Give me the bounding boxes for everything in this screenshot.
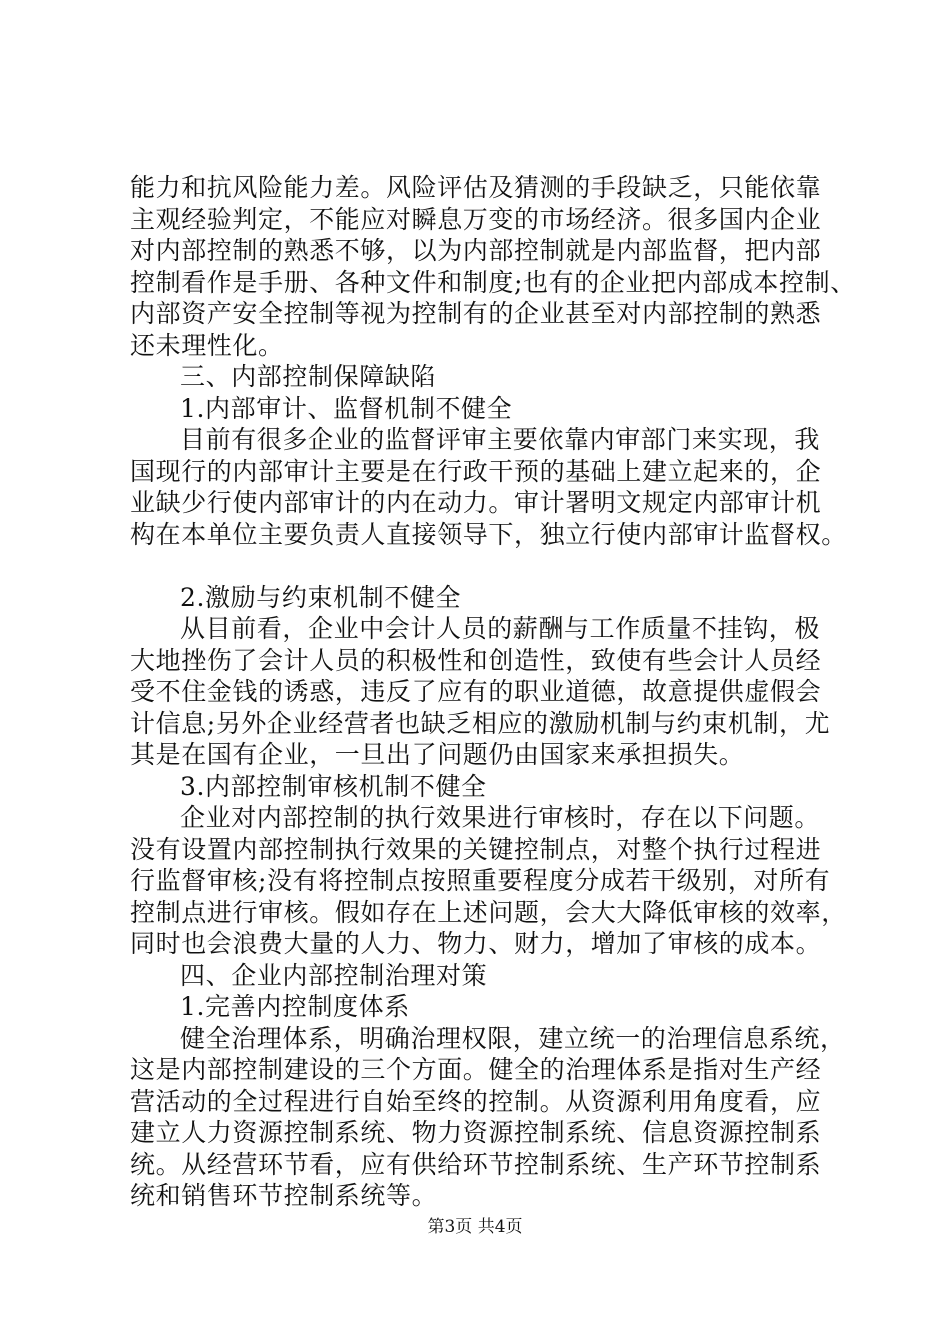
body-line: 主观经验判定，不能应对瞬息万变的市场经济。很多国内企业 (130, 204, 822, 234)
body-line: 控制看作是手册、各种文件和制度;也有的企业把内部成本控制、 (130, 267, 856, 297)
body-line: 没有设置内部控制执行效果的关键控制点，对整个执行过程进 (130, 834, 822, 864)
body-line: 其是在国有企业，一旦出了问题仍由国家来承担损失。 (130, 740, 745, 769)
body-line: 业缺少行使内部审计的内在动力。审计署明文规定内部审计机 (130, 488, 822, 517)
body-line: 统和销售环节控制系统等。 (130, 1181, 438, 1210)
subsection-heading: 1.内部审计、监督机制不健全 (180, 393, 513, 423)
page-footer (0, 1216, 950, 1238)
document-body (130, 172, 856, 1212)
body-line: 控制点进行审核。假如存在上述问题，会大大降低审核的效率， (130, 897, 847, 927)
body-line: 对内部控制的熟悉不够，以为内部控制就是内部监督，把内部 (130, 236, 822, 265)
body-line: 构在本单位主要负责人直接领导下，独立行使内部审计监督权。 (130, 519, 847, 549)
body-line: 大地挫伤了会计人员的积极性和创造性，致使有些会计人员经 (130, 645, 822, 675)
body-line: 健全治理体系，明确治理权限，建立统一的治理信息系统， (180, 1023, 846, 1053)
subsection-heading: 1.完善内控制度体系 (180, 992, 410, 1021)
body-line: 内部资产安全控制等视为控制有的企业甚至对内部控制的熟悉 (130, 299, 822, 328)
body-line: 受不住金钱的诱惑，违反了应有的职业道德，故意提供虚假会 (130, 677, 822, 706)
section-heading: 三、内部控制保障缺陷 (180, 362, 437, 391)
body-line: 同时也会浪费大量的人力、物力、财力，增加了审核的成本。 (130, 929, 822, 958)
body-line: 从目前看，企业中会计人员的薪酬与工作质量不挂钩，极 (180, 614, 821, 643)
body-line: 营活动的全过程进行自始至终的控制。从资源利用角度看，应 (130, 1086, 822, 1116)
body-line: 目前有很多企业的监督评审主要依靠内审部门来实现，我 (180, 425, 821, 454)
body-line: 能力和抗风险能力差。风险评估及猜测的手段缺乏，只能依靠 (130, 173, 822, 202)
body-line: 计信息;另外企业经营者也缺乏相应的激励机制与约束机制，尤 (130, 708, 831, 738)
subsection-heading: 3.内部控制审核机制不健全 (180, 771, 487, 801)
body-line: 这是内部控制建设的三个方面。健全的治理体系是指对生产经 (130, 1055, 822, 1084)
subsection-heading: 2.激励与约束机制不健全 (180, 582, 462, 612)
page-number-label: 第3页 共4页 (427, 1217, 523, 1237)
section-heading: 四、企业内部控制治理对策 (180, 960, 488, 990)
body-line: 行监督审核;没有将控制点按照重要程度分成若干级别，对所有 (130, 866, 831, 895)
body-line: 企业对内部控制的执行效果进行审核时，存在以下问题。 (180, 803, 821, 832)
body-line: 还未理性化。 (130, 330, 284, 360)
body-line: 国现行的内部审计主要是在行政干预的基础上建立起来的，企 (130, 456, 822, 486)
body-line: 建立人力资源控制系统、物力资源控制系统、信息资源控制系 (130, 1118, 822, 1147)
body-line: 统。从经营环节看，应有供给环节控制系统、生产环节控制系 (130, 1149, 822, 1179)
